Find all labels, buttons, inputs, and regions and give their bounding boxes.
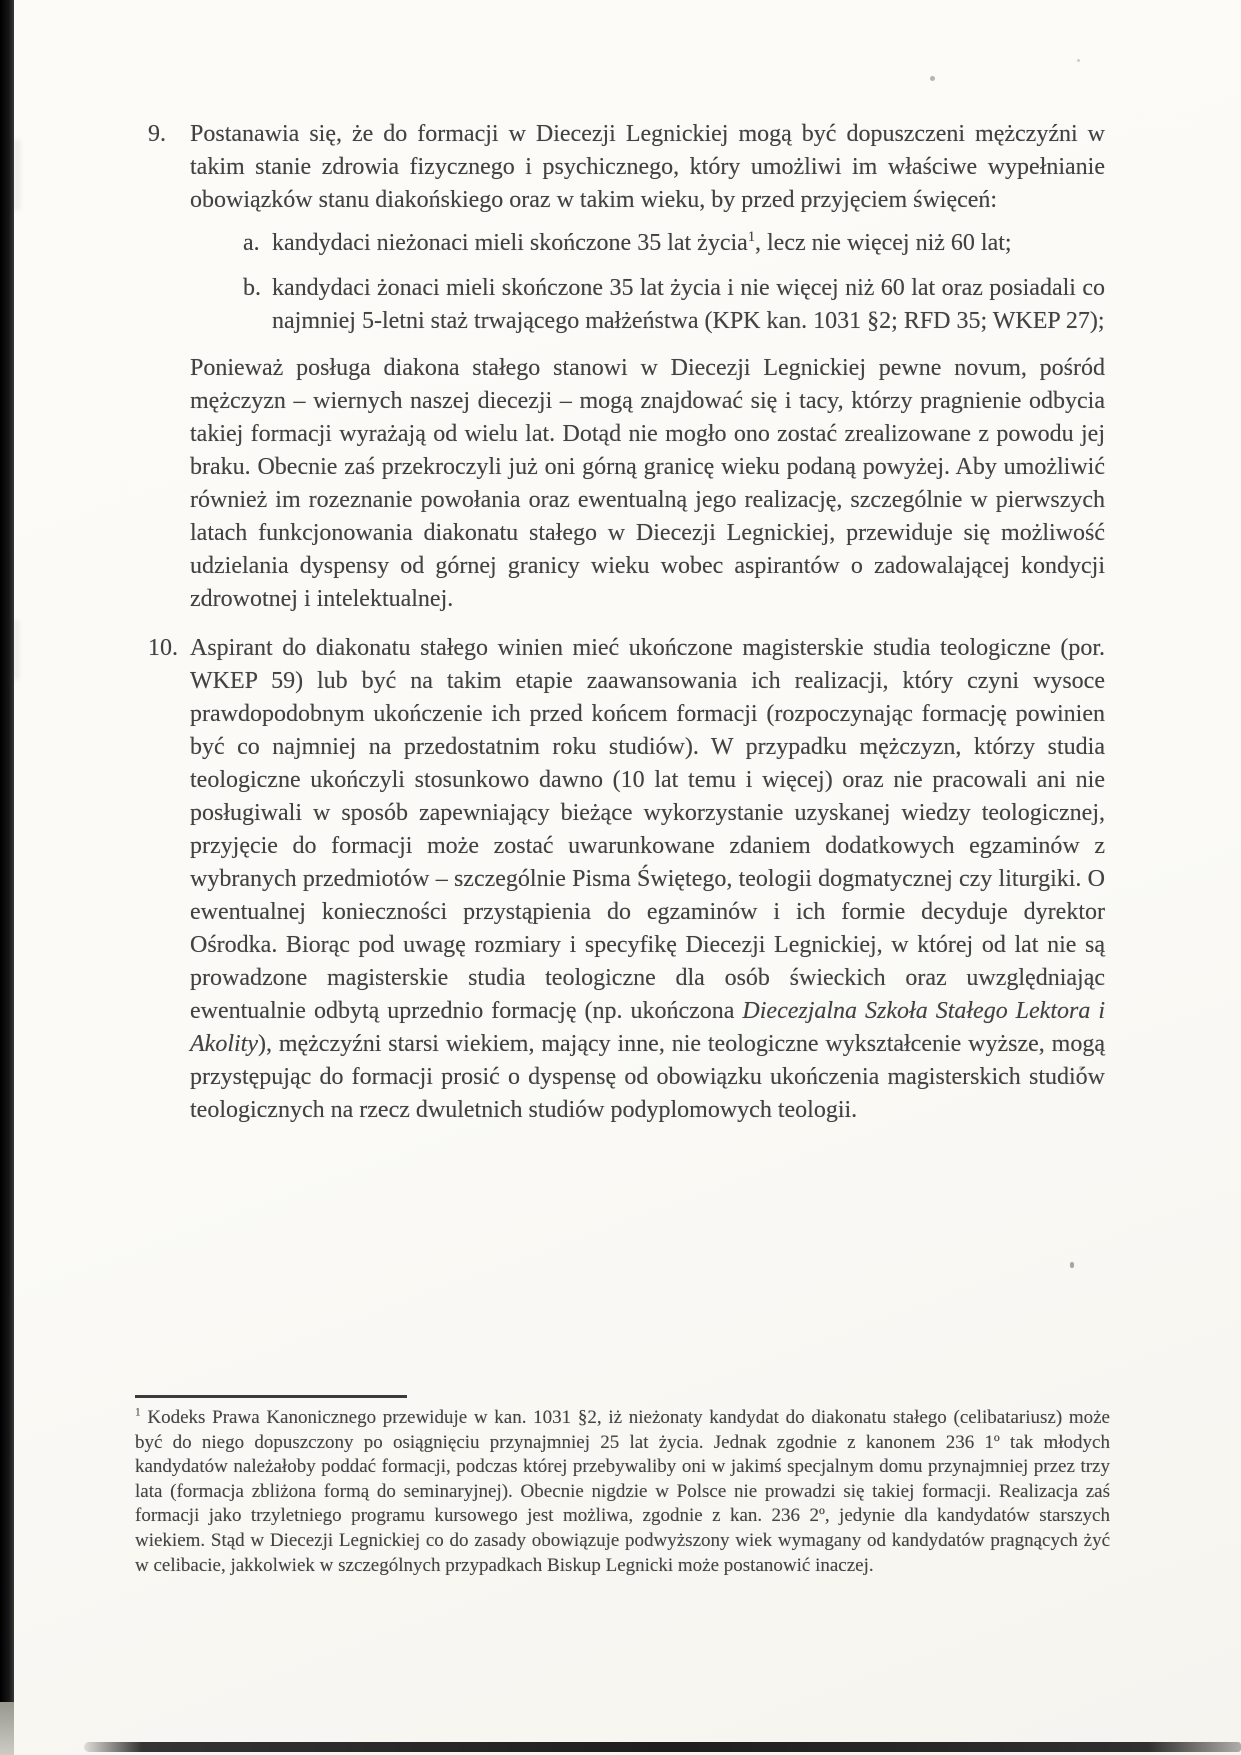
footnote-separator [135, 1395, 407, 1398]
footnote-reference: 1 [747, 229, 756, 245]
item-9b-letter: b. [243, 275, 261, 301]
item-10-text-segment-2: ), mężczyźni starsi wiekiem, mający inne, nie teologiczne wykształcenie wyższe, mogą przystępując do formacji prosić o dyspensę od obowiązku ukończenia magisterskich studiów teologicznych na rzecz dwuletnich studiów podyplomowych teologii. [190, 1031, 1105, 1123]
list-item-9 [148, 118, 1105, 217]
item-10-number: 10. [148, 635, 178, 661]
footnote [135, 1406, 1110, 1578]
scan-smudge [14, 140, 20, 210]
item-9a-text [272, 227, 1105, 260]
scan-speck [1070, 1262, 1074, 1268]
list-item-10 [148, 632, 1105, 1127]
footnote-text [135, 1406, 1110, 1578]
item-10-text [190, 632, 1105, 1127]
scan-edge-left-bottom [0, 1702, 14, 1755]
item-9a-text-segment-2: , lecz nie więcej niż 60 lat; [755, 230, 1012, 256]
document-body [148, 118, 1105, 1127]
item-9-number: 9. [148, 121, 166, 147]
list-item-9b [243, 272, 1105, 338]
paragraph-9-continuation: Ponieważ posługa diakona stałego stanowi w Diecezji Legnickiej pewne novum, pośród mężczyzn – wiernych naszej diecezji – mogą znajdować się i tacy, którzy pragnienie odbycia takiej formacji wyrażają od wielu lat. Dotąd nie mogło ono zostać zrealizowane z powodu jej braku. Obecnie zaś przekroczyli już oni górną granicę wieku podaną powyżej. Aby umożliwić również im rozeznanie powołania oraz ewentualną jego realizację, szczególnie w pierwszych latach funkcjonowania diakonatu stałego w Diecezji Legnickiej, przewiduje się możliwość udzielania dyspensy od górnej granicy wieku wobec aspirantów o zadowalającej kondycji zdrowotnej i intelektualnej. [190, 355, 1105, 612]
item-9a-text-segment-1: kandydaci nieżonaci mieli skończone 35 lat życia [272, 230, 748, 256]
scan-edge-left [0, 0, 14, 1702]
item-9a-letter: a. [243, 230, 260, 256]
list-item-9a [243, 227, 1105, 260]
item-10-text-segment-1: Aspirant do diakonatu stałego winien mieć ukończone magisterskie studia teologiczne (por. WKEP 59) lub być na takim etapie zaawansowania ich realizacji, który czyni wysoce prawdopodobnym ukończenie ich przed końcem formacji (rozpoczynając formację powinien być co najmniej na przedostatnim roku studiów). W przypadku mężczyzn, którzy studia teologiczne ukończyli stosunkowo dawno (10 lat temu i więcej) oraz nie pracowali ani nie posługiwali w sposób zapewniający bieżące wykorzystanie uzyskanej wiedzy teologicznej, przyjęcie do formacji może zostać uwarunkowane zdaniem dodatkowych egzaminów z wybranych przedmiotów – szczególnie Pisma Świętego, teologii dogmatycznej czy liturgiki. O ewentualnej konieczności przystąpienia do egzaminów i ich formie decyduje dyrektor Ośrodka. Biorąc pod uwagę rozmiary i specyfikę Diecezji Legnickiej, w której od lat nie są prowadzone magisterskie studia teologiczne dla osób świeckich oraz uwzględniając ewentualnie odbytą uprzednio formację (np. ukończona [190, 635, 1105, 1024]
footnote-marker: 1 [135, 1406, 141, 1419]
scan-smudge [14, 620, 19, 680]
item-9b-text: kandydaci żonaci mieli skończone 35 lat życia i nie więcej niż 60 lat oraz posiadali co najmniej 5-letni staż trwającego małżeństwa (KPK kan. 1031 §2; RFD 35; WKEP 27); [272, 275, 1105, 334]
italic-phrase: Diecezjalna Szkoła Stałego Lektora i Akolity [190, 998, 1105, 1057]
scan-speck [1077, 59, 1080, 62]
item-9-text: Postanawia się, że do formacji w Diecezji Legnickiej mogą być dopuszczeni mężczyźni w takim stanie zdrowia fizycznego i psychicznego, który umożliwi im właściwe wypełnianie obowiązków stanu diakońskiego oraz w takim wieku, by przed przyjęciem święceń: [190, 121, 1105, 213]
footnote-text-body: Kodeks Prawa Kanonicznego przewiduje w kan. 1031 §2, iż nieżonaty kandydat do diakonatu stałego (celibatariusz) może być do niego dopuszczony po osiągnięciu przynajmniej 25 lat życia. Jednak zgodnie z kanonem 236 1º tak młodych kandydatów należałoby poddać formacji, podczas której przebywaliby oni w jakimś specjalnym domu przynajmniej przez trzy lata (formacja zbliżona formą do seminaryjnej). Obecnie nigdzie w Polsce nie prowadzi się takiej formacji. Realizacja zaś formacji jako trzyletniego programu kursowego jest możliwa, zgodnie z kan. 236 2º, jedynie dla kandydatów starszych wiekiem. Stąd w Diecezji Legnickiej co do zasady obowiązuje podwyższony wiek wymagany od kandydatów pragnących żyć w celibacie, jakkolwiek w szczególnych przypadkach Biskup Legnicki może postanowić inaczej. [135, 1407, 1110, 1576]
scan-speck [930, 76, 935, 81]
scan-edge-bottom [84, 1742, 1241, 1752]
